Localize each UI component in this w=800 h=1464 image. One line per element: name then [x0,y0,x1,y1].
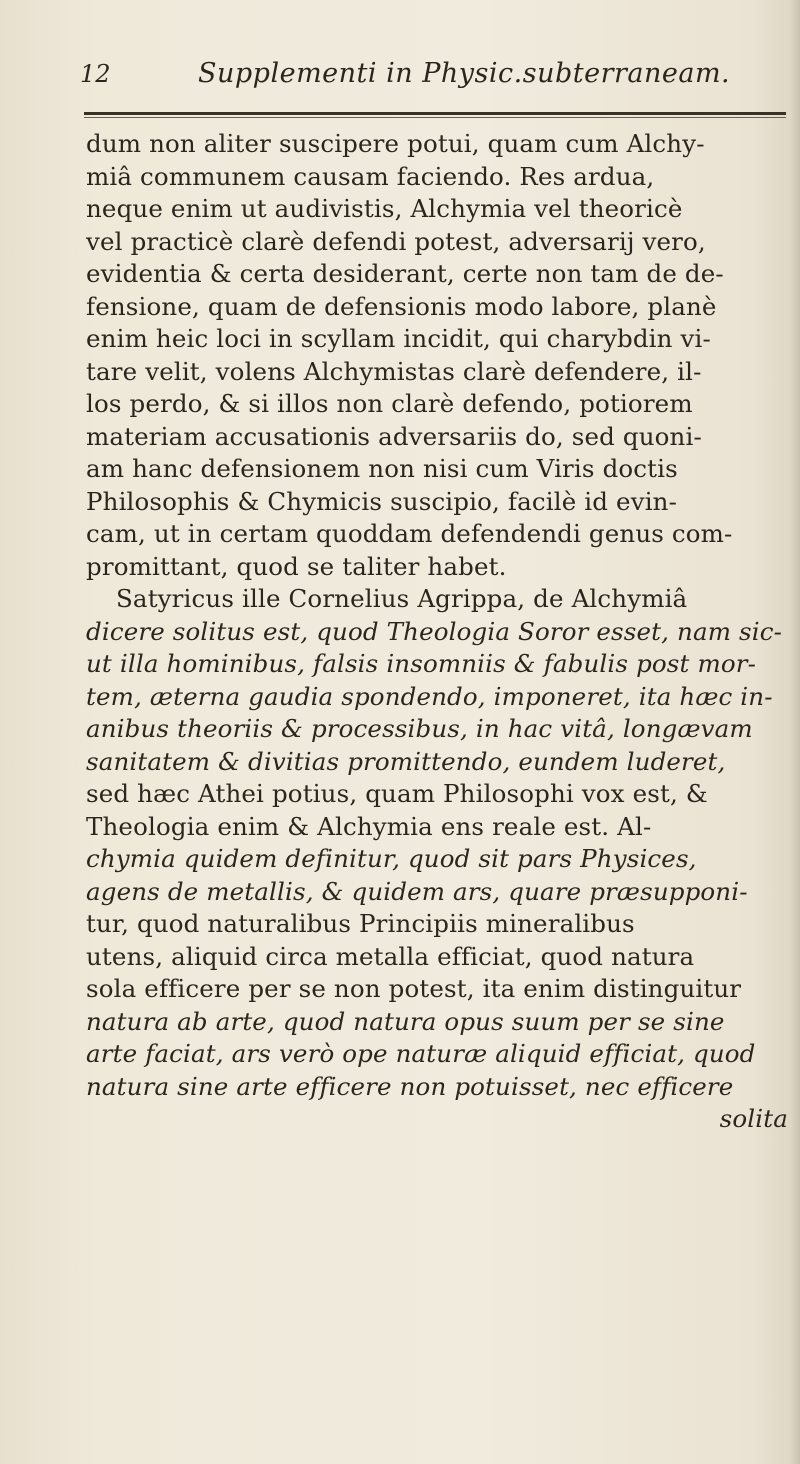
text-line: anibus theoriis & processibus, in hac vitâ, longævam [86,714,753,743]
text-line: tare velit, volens Alchymistas clarè defendere, il- [86,356,702,386]
text-line: vel practicè clarè defendi potest, adversarij vero, [86,226,706,256]
text-line: sed hæc Athei potius, quam Philosophi vox est, & [86,779,708,808]
text-line: tur, quod naturalibus Principiis mineralibus [86,909,635,938]
text-line: am hanc defensionem non nisi cum Viris doctis [86,454,678,483]
text-line: miâ communem causam faciendo. Res ardua, [86,161,655,191]
text-line: ut illa hominibus, falsis insomniis & fabulis post mor- [86,649,757,678]
text-line: neque enim ut audivistis, Alchymia vel theoricè [86,194,683,223]
text-line: arte faciat, ars verò ope naturæ aliquid efficiat, quod [86,1039,756,1068]
text-line: natura sine arte efficere non potuisset, nec efficere [86,1071,734,1101]
running-title: Supplementi in Physic.subterraneam. [198,58,731,89]
text-line: los perdo, & si illos non clarè defendo, potiorem [86,389,693,418]
text-line: utens, aliquid circa metalla efficiat, quod natura [86,941,695,971]
text-line: dum non aliter suscipere potui, quam cum Alchy- [86,129,705,158]
text-line: cam, ut in certam quoddam defendendi genus com- [86,519,733,548]
page-number: 12 [80,60,111,88]
header-rule-thin [84,117,786,118]
text-line: Theologia enim & Alchymia ens reale est. Al- [86,811,652,841]
text-line: sanitatem & divitias promittendo, eundem luderet, [86,746,726,776]
text-line: Satyricus ille Cornelius Agrippa, de Alchymiâ [116,584,688,613]
body-text [86,128,790,1136]
text-line: natura ab arte, quod natura opus suum per se sine [86,1006,725,1036]
catchword: solita [719,1104,788,1133]
text-line: sola efficere per se non potest, ita enim distinguitur [86,974,742,1003]
text-line: tem, æterna gaudia spondendo, imponeret, ita hæc in- [86,681,773,711]
page-edge-shadow [790,0,800,1464]
text-line: chymia quidem definitur, quod sit pars Physices, [86,844,697,873]
text-line: dicere solitus est, quod Theologia Soror esset, nam sic- [86,616,783,646]
text-line: fensione, quam de defensionis modo labore, planè [86,291,717,321]
text-line: agens de metallis, & quidem ars, quare præsupponi- [86,876,748,906]
page-header [80,56,770,96]
text-line: evidentia & certa desiderant, certe non tam de de- [86,259,724,288]
text-line: Philosophis & Chymicis suscipio, facilè id evin- [86,486,678,516]
text-line: materiam accusationis adversariis do, sed quoni- [86,421,702,451]
header-rule [84,112,786,115]
text-line: enim heic loci in scyllam incidit, qui charybdin vi- [86,324,711,353]
text-line: promittant, quod se taliter habet. [86,551,507,581]
